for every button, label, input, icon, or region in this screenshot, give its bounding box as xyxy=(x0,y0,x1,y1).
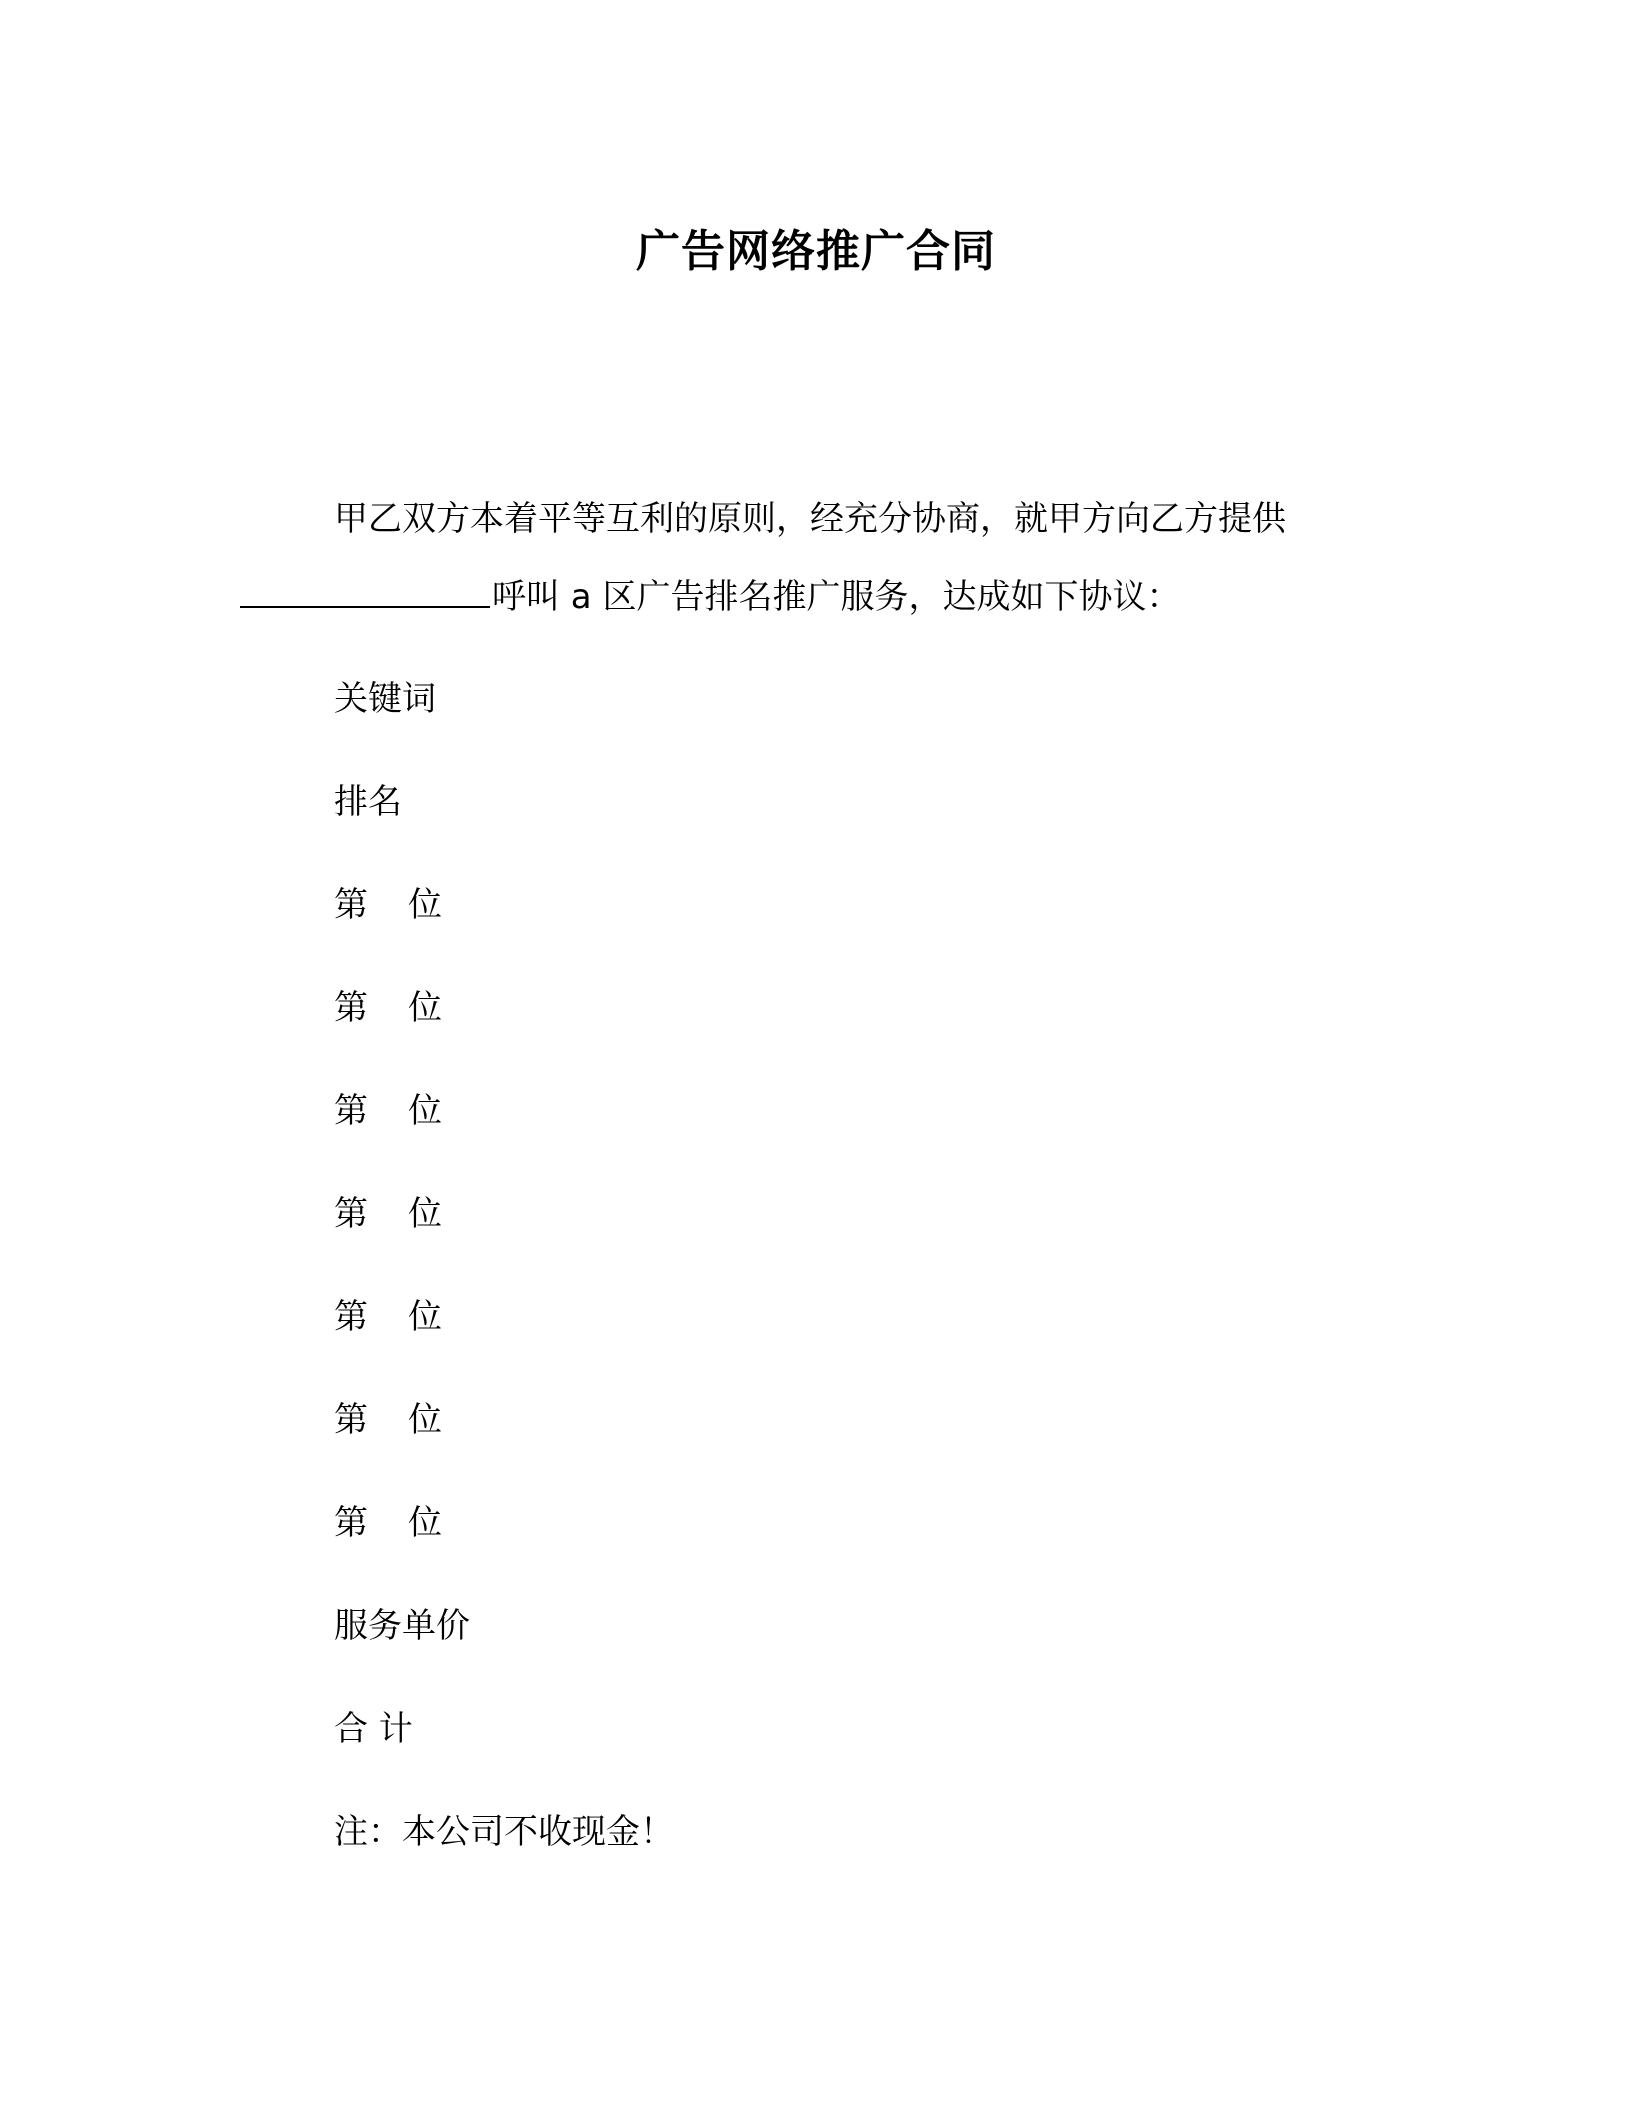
rank-row xyxy=(334,1498,442,1548)
rank-row xyxy=(334,1086,442,1136)
rank-row xyxy=(334,880,442,930)
note-text: 注：本公司不收现金！ xyxy=(334,1812,674,1852)
rank-row xyxy=(334,1189,442,1239)
rank-row-prefix: 第 xyxy=(334,1091,368,1131)
total-label: 合 计 xyxy=(334,1709,413,1749)
keyword-label: 关键词 xyxy=(334,679,436,719)
rank-row-prefix: 第 xyxy=(334,1503,368,1543)
rank-row-prefix: 第 xyxy=(334,885,368,925)
rank-row xyxy=(334,1292,442,1342)
rank-row-prefix: 第 xyxy=(334,988,368,1028)
rank-row-prefix: 第 xyxy=(334,1194,368,1234)
rank-row-prefix: 第 xyxy=(334,1297,368,1337)
rank-row-suffix: 位 xyxy=(408,988,442,1028)
intro-paragraph-line-2 xyxy=(240,572,1180,622)
intro-paragraph-line-1: 甲乙双方本着平等互利的原则，经充分协商，就甲方向乙方提供 xyxy=(334,499,1286,539)
rank-row-suffix: 位 xyxy=(408,1194,442,1234)
rank-label: 排名 xyxy=(334,782,402,822)
rank-row xyxy=(334,983,442,1033)
fill-in-blank xyxy=(240,574,490,608)
document-title: 广告网络推广合同 xyxy=(636,226,996,277)
rank-row xyxy=(334,1395,442,1445)
rank-row-prefix: 第 xyxy=(334,1400,368,1440)
rank-row-suffix: 位 xyxy=(408,1091,442,1131)
rank-row-suffix: 位 xyxy=(408,1503,442,1543)
unit-price-label: 服务单价 xyxy=(334,1606,470,1646)
rank-row-suffix: 位 xyxy=(408,1297,442,1337)
intro-paragraph-line-2-text: 呼叫 a 区广告排名推广服务，达成如下协议： xyxy=(492,577,1181,617)
rank-row-suffix: 位 xyxy=(408,1400,442,1440)
rank-row-suffix: 位 xyxy=(408,885,442,925)
